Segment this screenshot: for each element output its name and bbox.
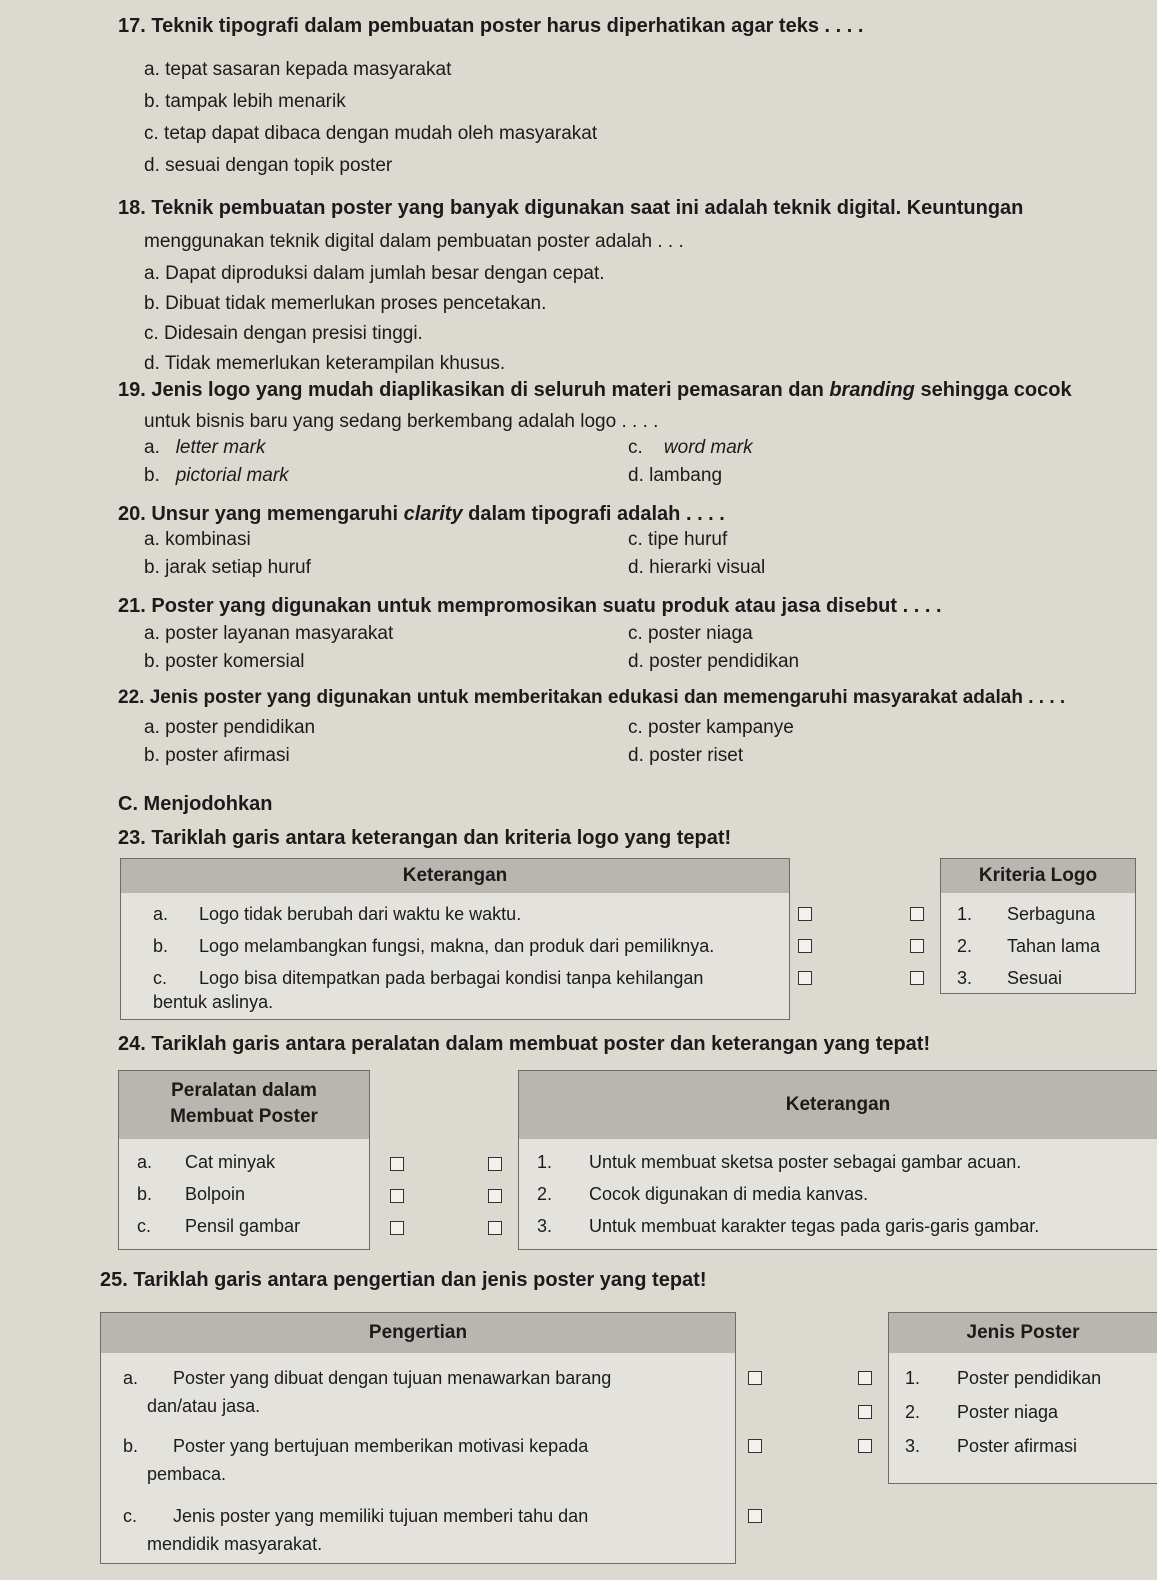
- q25-left-text-a-line2: dan/atau jasa.: [147, 1396, 261, 1416]
- q25-right-table: [888, 1312, 1157, 1484]
- q24-left-connector-c[interactable]: [390, 1221, 404, 1235]
- q24-right-text-3: Untuk membuat karakter tegas pada garis-garis gambar.: [589, 1216, 1040, 1236]
- q22-option-b: b. poster afirmasi: [144, 745, 290, 766]
- q19-stem-line2: untuk bisnis baru yang sedang berkembang adalah logo . . . .: [144, 411, 659, 432]
- q18-option-d: d. Tidak memerlukan keterampilan khusus.: [144, 353, 506, 374]
- q17-option-c: c. tetap dapat dibaca dengan mudah oleh masyarakat: [144, 123, 598, 144]
- q17-option-a: a. tepat sasaran kepada masyarakat: [144, 59, 452, 80]
- q19-option-c: c. word mark: [628, 437, 753, 458]
- q23-right-text-2: Tahan lama: [1007, 936, 1101, 956]
- q18-option-b: b. Dibuat tidak memerlukan proses pencetakan.: [144, 293, 547, 314]
- q24-left-text-a: Cat minyak: [185, 1152, 276, 1172]
- q25-right-text-2: Poster niaga: [957, 1402, 1059, 1422]
- q25-right-connector-3[interactable]: [858, 1439, 872, 1453]
- q23-right-label-2: 2.: [957, 936, 973, 956]
- q25-left-connector-c[interactable]: [748, 1509, 762, 1523]
- q24-right-text-2: Cocok digunakan di media kanvas.: [589, 1184, 869, 1204]
- q24-right-label-1: 1.: [537, 1152, 553, 1172]
- q21-option-a: a. poster layanan masyarakat: [144, 623, 394, 644]
- q25-left-text-a: Poster yang dibuat dengan tujuan menawarkan barang: [173, 1368, 612, 1388]
- q23-stem: 23. Tariklah garis antara keterangan dan kriteria logo yang tepat!: [118, 827, 732, 849]
- q24-left-text-c: Pensil gambar: [185, 1216, 301, 1236]
- q25-left-connector-a[interactable]: [748, 1371, 762, 1385]
- q25-left-label-b: b.: [123, 1436, 139, 1456]
- q20-stem: 20. Unsur yang memengaruhi clarity dalam tipografi adalah . . . .: [118, 503, 725, 525]
- q24-right-label-3: 3.: [537, 1216, 553, 1236]
- q23-left-table: [120, 858, 790, 1020]
- q17-stem: 17. Teknik tipografi dalam pembuatan poster harus diperhatikan agar teks . . . .: [118, 15, 864, 37]
- q23-left-text-c: Logo bisa ditempatkan pada berbagai kondisi tanpa kehilangan: [199, 968, 704, 988]
- q24-left-header-line2: Membuat Poster: [170, 1106, 318, 1127]
- q21-stem: 21. Poster yang digunakan untuk mempromosikan suatu produk atau jasa disebut . . . .: [118, 595, 942, 617]
- q25-left-text-b: Poster yang bertujuan memberikan motivasi kepada: [173, 1436, 589, 1456]
- q20-option-b: b. jarak setiap huruf: [144, 557, 311, 578]
- q22-stem: 22. Jenis poster yang digunakan untuk memberitakan edukasi dan memengaruhi masyarakat adalah . . . .: [118, 687, 1066, 708]
- q18-stem-line2: menggunakan teknik digital dalam pembuatan poster adalah . . .: [144, 231, 684, 252]
- q24-left-text-b: Bolpoin: [185, 1184, 246, 1204]
- q24-left-label-b: b.: [137, 1184, 153, 1204]
- q25-right-header: Jenis Poster: [889, 1313, 1157, 1353]
- q20-option-d: d. hierarki visual: [628, 557, 766, 578]
- q23-right-connector-2[interactable]: [910, 939, 924, 953]
- q24-right-connector-1[interactable]: [488, 1157, 502, 1171]
- q24-stem: 24. Tariklah garis antara peralatan dalam membuat poster dan keterangan yang tepat!: [118, 1033, 931, 1055]
- q24-right-connector-2[interactable]: [488, 1189, 502, 1203]
- q24-left-connector-a[interactable]: [390, 1157, 404, 1171]
- q22-option-c: c. poster kampanye: [628, 717, 794, 738]
- q25-right-text-1: Poster pendidikan: [957, 1368, 1102, 1388]
- q19-option-b: b. pictorial mark: [144, 465, 289, 486]
- q23-left-text-c-line2: bentuk aslinya.: [153, 992, 274, 1012]
- q25-left-text-c: Jenis poster yang memiliki tujuan memberi tahu dan: [173, 1506, 589, 1526]
- q22-option-a: a. poster pendidikan: [144, 717, 316, 738]
- q21-option-b: b. poster komersial: [144, 651, 305, 672]
- q24-left-header-line1: Peralatan dalam: [171, 1080, 317, 1101]
- q22-option-d: d. poster riset: [628, 745, 744, 766]
- q25-right-label-2: 2.: [905, 1402, 921, 1422]
- q17-option-b: b. tampak lebih menarik: [144, 91, 346, 112]
- q25-right-text-3: Poster afirmasi: [957, 1436, 1078, 1456]
- q24-left-header: [119, 1071, 369, 1139]
- q25-left-label-a: a.: [123, 1368, 139, 1388]
- q25-right-connector-2[interactable]: [858, 1405, 872, 1419]
- q23-left-connector-a[interactable]: [798, 907, 812, 921]
- q24-left-connector-b[interactable]: [390, 1189, 404, 1203]
- q18-option-c: c. Didesain dengan presisi tinggi.: [144, 323, 423, 344]
- q19-stem-line1: 19. Jenis logo yang mudah diaplikasikan di seluruh materi pemasaran dan branding sehingga cocok: [118, 379, 1072, 401]
- q23-right-label-1: 1.: [957, 904, 973, 924]
- q20-option-c: c. tipe huruf: [628, 529, 728, 550]
- q23-left-label-b: b.: [153, 936, 169, 956]
- q23-left-label-c: c.: [153, 968, 168, 988]
- q24-left-label-c: c.: [137, 1216, 152, 1236]
- q18-option-a: a. Dapat diproduksi dalam jumlah besar dengan cepat.: [144, 263, 605, 284]
- q25-left-text-c-line2: mendidik masyarakat.: [147, 1534, 323, 1554]
- q25-left-header: Pengertian: [101, 1313, 735, 1353]
- q19-option-a: a. letter mark: [144, 437, 266, 458]
- q23-right-header: Kriteria Logo: [941, 859, 1135, 893]
- q23-left-text-a: Logo tidak berubah dari waktu ke waktu.: [199, 904, 522, 924]
- q23-left-header: Keterangan: [121, 859, 789, 893]
- q24-left-label-a: a.: [137, 1152, 153, 1172]
- q18-stem-line1: 18. Teknik pembuatan poster yang banyak digunakan saat ini adalah teknik digital. Keuntungan: [118, 197, 1024, 219]
- q23-right-connector-3[interactable]: [910, 971, 924, 985]
- q23-left-connector-c[interactable]: [798, 971, 812, 985]
- q21-option-d: d. poster pendidikan: [628, 651, 800, 672]
- q24-left-table: [118, 1070, 370, 1250]
- q23-right-table: [940, 858, 1136, 994]
- q23-right-text-1: Serbaguna: [1007, 904, 1096, 924]
- q23-left-label-a: a.: [153, 904, 169, 924]
- q23-right-label-3: 3.: [957, 968, 973, 988]
- q24-right-label-2: 2.: [537, 1184, 553, 1204]
- q24-right-table: [518, 1070, 1157, 1250]
- q25-right-label-3: 3.: [905, 1436, 921, 1456]
- q25-right-label-1: 1.: [905, 1368, 921, 1388]
- q21-option-c: c. poster niaga: [628, 623, 753, 644]
- q24-right-text-1: Untuk membuat sketsa poster sebagai gambar acuan.: [589, 1152, 1022, 1172]
- q17-option-d: d. sesuai dengan topik poster: [144, 155, 393, 176]
- q25-left-connector-b[interactable]: [748, 1439, 762, 1453]
- q23-left-connector-b[interactable]: [798, 939, 812, 953]
- q25-left-label-c: c.: [123, 1506, 138, 1526]
- q25-left-table: [100, 1312, 736, 1564]
- q25-stem: 25. Tariklah garis antara pengertian dan jenis poster yang tepat!: [100, 1269, 707, 1291]
- q20-option-a: a. kombinasi: [144, 529, 251, 550]
- q23-right-text-3: Sesuai: [1007, 968, 1063, 988]
- q24-right-header: Keterangan: [519, 1071, 1157, 1139]
- q19-option-d: d. lambang: [628, 465, 723, 486]
- q25-left-text-b-line2: pembaca.: [147, 1464, 227, 1484]
- q24-right-connector-3[interactable]: [488, 1221, 502, 1235]
- section-c-title: C. Menjodohkan: [118, 793, 273, 815]
- q25-right-connector-1[interactable]: [858, 1371, 872, 1385]
- q23-right-connector-1[interactable]: [910, 907, 924, 921]
- q23-left-text-b: Logo melambangkan fungsi, makna, dan produk dari pemiliknya.: [199, 936, 715, 956]
